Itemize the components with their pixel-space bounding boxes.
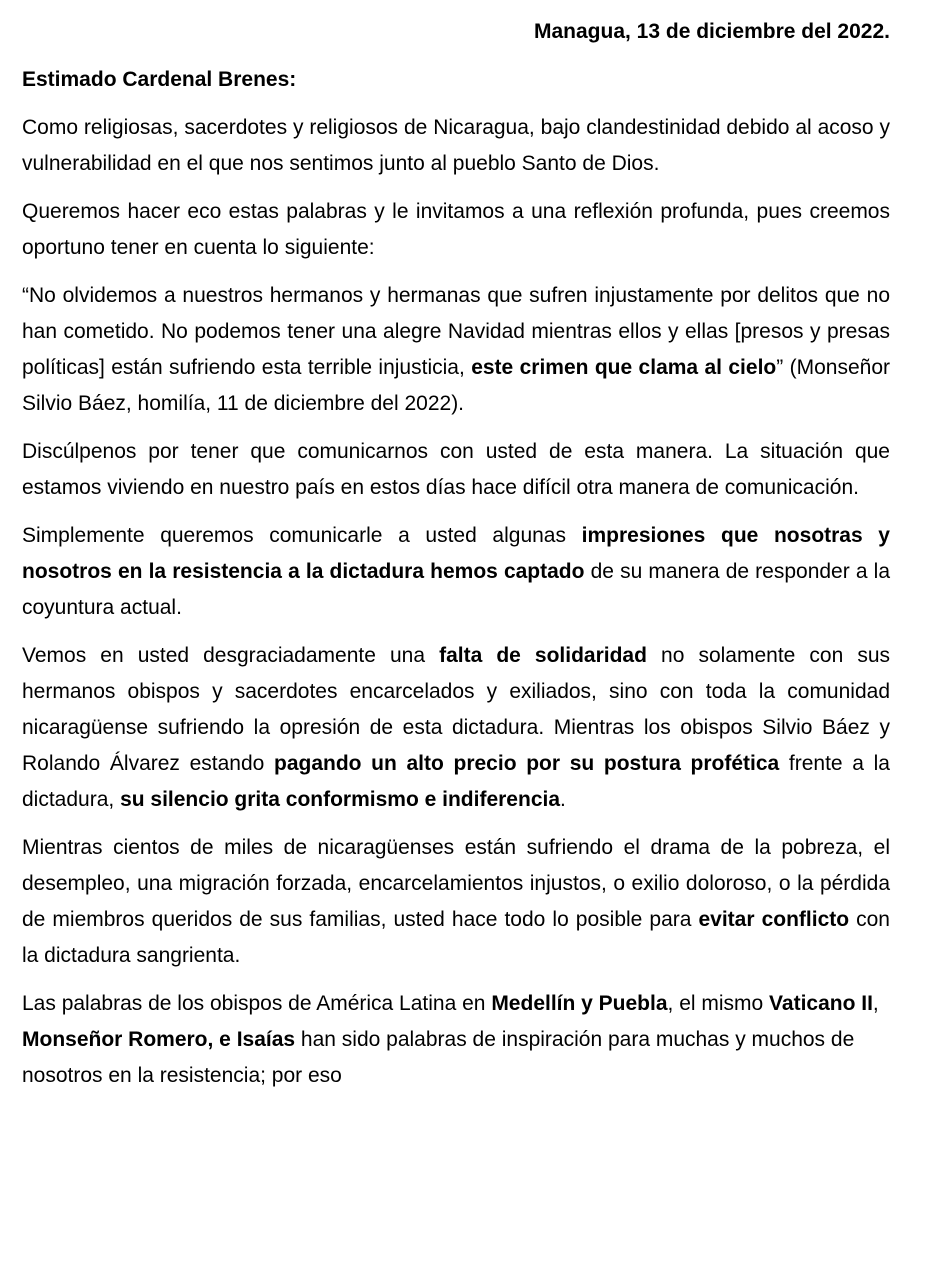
paragraph-6 — [22, 638, 890, 818]
paragraph-6-text-c: frente a la dictadura, — [22, 752, 890, 811]
paragraph-5-bold-a: impresiones que nosotras y nosotros en la resistencia a la dictadura hemos captado — [22, 524, 890, 583]
paragraph-8-text-b: , el mismo — [667, 992, 770, 1015]
paragraph-8-bold-a: Medellín y Puebla — [491, 992, 668, 1015]
paragraph-6-text-d: . — [560, 788, 566, 811]
paragraph-7-text-b: con la dictadura sangrienta. — [22, 908, 890, 967]
paragraph-5-text-a: Simplemente queremos comunicarle a usted algunas — [22, 524, 582, 547]
letter-date: Managua, 13 de diciembre del 2022. — [534, 20, 890, 43]
paragraph-3-text-a: “No olvidemos a nuestros hermanos y hermanas que sufren injustamente por delitos que no han cometido. No podemos tener una alegre Navidad mientras ellos y ellas [presos y presas políticas] están sufriendo esta terrible injusticia, — [22, 284, 890, 379]
paragraph-8-text-a: Las palabras de los obispos de América Latina en — [22, 992, 492, 1015]
paragraph-7-text-a: Mientras cientos de miles de nicaragüenses están sufriendo el drama de la pobreza, el desempleo, una migración forzada, encarcelamientos injustos, o exilio doloroso, o la pérdida de miembros queridos de sus familias, usted hace todo lo posible para — [22, 836, 890, 931]
paragraph-4: Discúlpenos por tener que comunicarnos con usted de esta manera. La situación que estamos viviendo en nuestro país en estos días hace difícil otra manera de comunicación. — [22, 440, 890, 499]
paragraph-8-bold-b: Vaticano II — [769, 992, 873, 1015]
paragraph-3-bold-a: este crimen que clama al cielo — [471, 356, 777, 379]
paragraph-5 — [22, 518, 890, 626]
paragraph-3-quote — [22, 278, 890, 422]
paragraph-8-text-d: han sido palabras de inspiración para muchas y muchos de nosotros en la resistencia; por eso — [22, 1028, 855, 1087]
paragraph-6-text-b: no solamente con sus hermanos obispos y sacerdotes encarcelados y exiliados, sino con toda la comunidad nicaragüense sufriendo la opresión de esta dictadura. Mientras los obispos Silvio Báez y Rolando Álvarez estando — [22, 644, 891, 775]
paragraph-7-bold-a: evitar conflicto — [698, 908, 850, 931]
paragraph-7 — [22, 830, 890, 974]
paragraph-6-bold-b: pagando un alto precio por su postura profética — [274, 752, 780, 775]
paragraph-6-text-a: Vemos en usted desgraciadamente una — [22, 644, 440, 667]
paragraph-1: Como religiosas, sacerdotes y religiosos de Nicaragua, bajo clandestinidad debido al acoso y vulnerabilidad en el que nos sentimos junto al pueblo Santo de Dios. — [22, 116, 890, 175]
paragraph-8 — [22, 986, 890, 1094]
paragraph-8-bold-c: Monseñor Romero, e Isaías — [22, 1028, 296, 1051]
paragraph-5-text-b: de su manera de responder a la coyuntura actual. — [22, 560, 890, 619]
paragraph-8-text-c: , — [872, 992, 879, 1015]
paragraph-3-text-b: ” (Monseñor Silvio Báez, homilía, 11 de diciembre del 2022). — [22, 356, 890, 415]
paragraph-6-bold-c: su silencio grita conformismo e indiferencia — [120, 788, 561, 811]
letter-salutation: Estimado Cardenal Brenes: — [22, 68, 297, 91]
letter-page — [22, 14, 890, 1094]
paragraph-6-bold-a: falta de solidaridad — [439, 644, 647, 667]
paragraph-2: Queremos hacer eco estas palabras y le invitamos a una reflexión profunda, pues creemos oportuno tener en cuenta lo siguiente: — [22, 200, 890, 259]
